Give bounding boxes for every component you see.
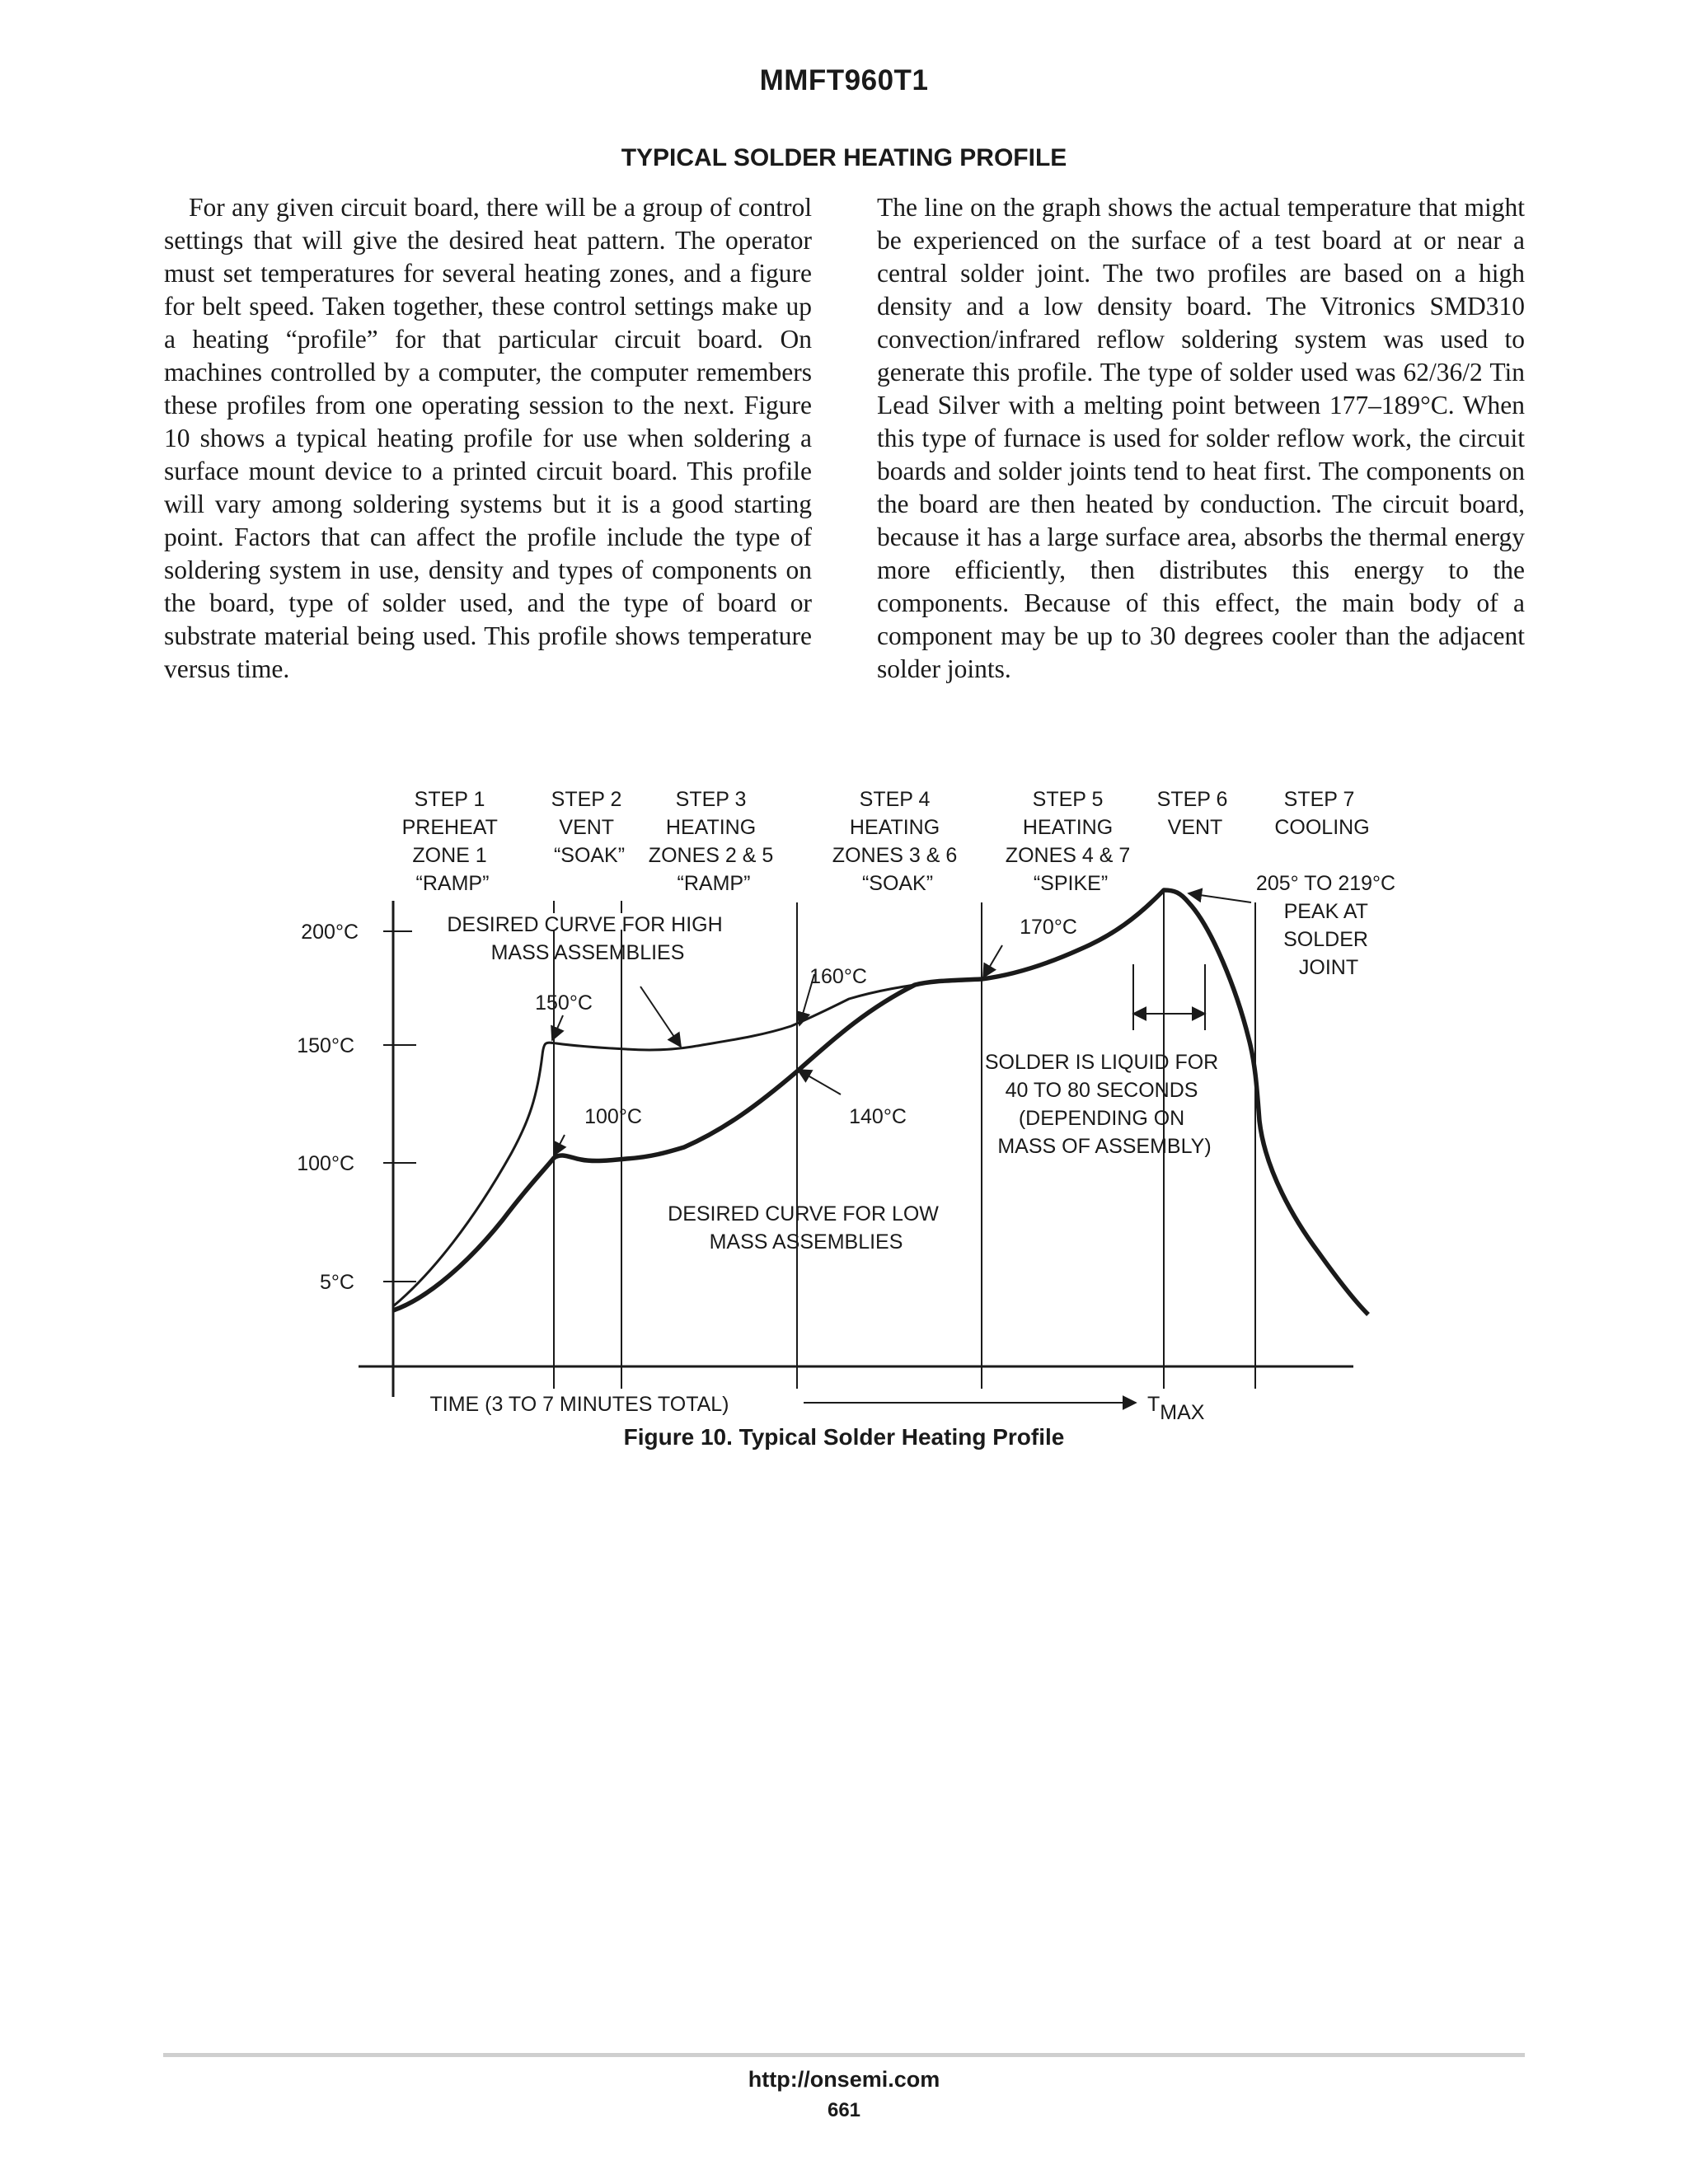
step-7-label: STEP 7 COOLING <box>1274 788 1370 839</box>
right-column <box>877 191 1525 686</box>
y-label-150: 150°C <box>297 1034 354 1057</box>
high-mass-curve-label: DESIRED CURVE FOR HIGH MASS ASSEMBLIES <box>447 913 723 964</box>
label-100c: 100°C <box>584 1105 642 1128</box>
peak-label: 205° TO 219°C PEAK AT SOLDER JOINT <box>1255 872 1396 979</box>
figure-caption: Figure 10. Typical Solder Heating Profile <box>623 1424 1065 1450</box>
right-paragraph: The line on the graph shows the actual temperature that might be experienced on the surface of a test board at or near a central solder joint. The two profiles are based on a high density and a low density board. The Vitronics SMD310 convection/infrared reflow soldering system was used to generate this profile. The type of solder used was 62/36/2 Tin Lead Silver with a melting point between 177–189°C. When this type of furnace is used for solder reflow work, the circuit boards and solder joints tend to heat first. The components on the board are then heated by conduction. The circuit board, because it has a large surface area, absorbs the thermal energy more efficiently, then distributes this energy to the components. Because of this effect, the main body of a component may be up to 30 degrees cooler than the adjacent solder joints. <box>877 193 1525 683</box>
solder-liquid-label: SOLDER IS LIQUID FOR 40 TO 80 SECONDS (DEPENDING ON MASS OF ASSEMBLY) <box>984 1051 1219 1158</box>
section-title: TYPICAL SOLDER HEATING PROFILE <box>621 144 1067 171</box>
footer-url: http://onsemi.com <box>748 2067 940 2092</box>
label-140c: 140°C <box>849 1105 907 1128</box>
y-label-200: 200°C <box>301 921 359 944</box>
left-column <box>164 191 812 686</box>
step-3-label: STEP 3 HEATING ZONES 2 & 5 “RAMP” <box>648 788 774 895</box>
label-160c: 160°C <box>809 965 867 988</box>
label-170c: 170°C <box>1020 916 1077 939</box>
step-6-label: STEP 6 VENT <box>1156 788 1228 839</box>
step-4-label: STEP 4 HEATING ZONES 3 & 6 “SOAK” <box>832 788 958 895</box>
step-5-label: STEP 5 HEATING ZONES 4 & 7 “SPIKE” <box>1005 788 1131 895</box>
x-axis-label: TIME (3 TO 7 MINUTES TOTAL) <box>429 1393 729 1416</box>
footer-divider <box>163 2053 1525 2057</box>
left-paragraph: For any given circuit board, there will be a group of control settings that will give the desired heat pattern. The operator must set temperatures for several heating zones, and a figure for belt speed. Taken together, these control settings make up a heating “profile” for that particular circuit board. On machines controlled by a computer, the computer remembers these profiles from one operating session to the next. Figure 10 shows a typical heating profile for use when soldering a surface mount device to a printed circuit board. This profile will vary among soldering systems but it is a good starting point. Factors that can affect the profile include the type of soldering system in use, density and types of components on the board, type of solder used, and the type of board or substrate material being used. This profile shows temperature versus time. <box>164 193 812 683</box>
page-number: 661 <box>827 2099 861 2121</box>
y-label-100: 100°C <box>297 1152 354 1175</box>
step-1-label: STEP 1 PREHEAT ZONE 1 “RAMP” <box>401 788 498 895</box>
tmax-label: TMAX <box>1147 1393 1205 1424</box>
step-2-label: STEP 2 VENT “SOAK” <box>551 788 626 867</box>
y-label-5: 5°C <box>320 1271 354 1294</box>
part-number-header: MMFT960T1 <box>759 64 929 96</box>
low-mass-curve-label: DESIRED CURVE FOR LOW MASS ASSEMBLIES <box>668 1202 939 1254</box>
label-150c: 150°C <box>535 991 593 1015</box>
heating-profile-figure <box>280 775 1418 1434</box>
y-ticks <box>383 931 416 1282</box>
